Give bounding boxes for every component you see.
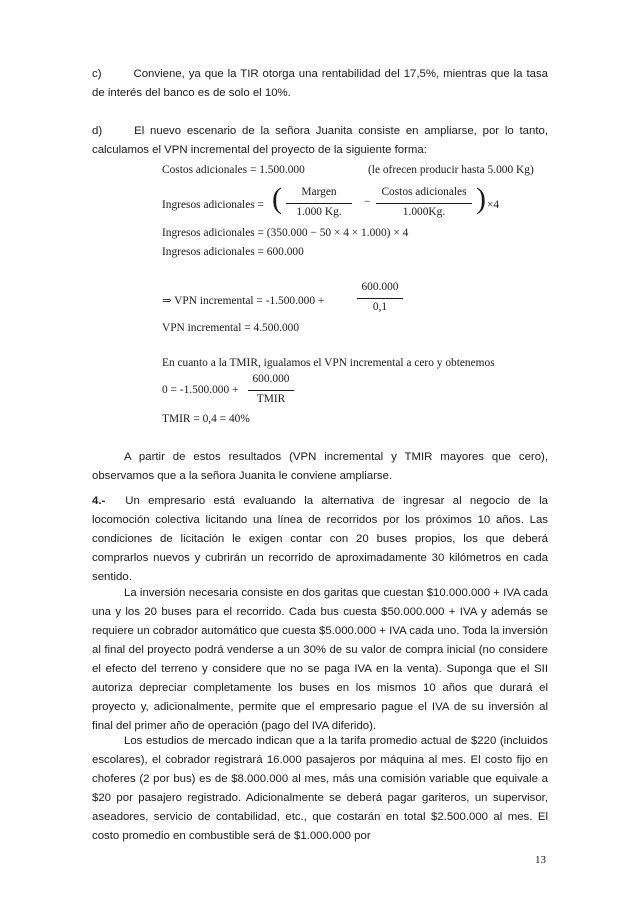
eq-tmir-den: TMIR [256,393,286,405]
eq-ingresos-line3: Ingresos adicionales = (350.000 − 50 × 4 × 1.000) × 4 [162,227,409,239]
paragraph-inversion [92,584,548,736]
eq-costos-note: (le ofrecen producir hasta 5.000 Kg) [368,164,534,176]
paragraph-problem-4 [92,492,548,587]
paragraph-c [92,65,548,103]
eq-tmir-num: 600.000 [252,373,290,385]
eq-times-four: ×4 [487,199,500,211]
problem-4-text: Un empresario está evaluando la alternativa de ingresar al negocio de la locomoción colectiva licitando una línea de recorridos por los próximos 10 años. Las condiciones de licitación le exigen contar con 20 buses propios, los que deberá comprarlos nuevos y cubrirán un recorrido de aproximadamente 30 kilómetros en cada sentido. [92,495,548,583]
eq-vpn-num: 600.000 [361,281,399,293]
paragraph-estudios-text: Los estudios de mercado indican que a la tarifa promedio actual de $220 (incluidos escolares), el cobrador registrará 16.000 pasajeros por máquina al mes. El costo fijo en choferes (2 por bus) es de $8.000.000 al mes, más una comisión variable que equivale a $20 por pasajero registrado. Adicionalmente se deberá pagar gariteros, un supervisor, aseadores, servicio de contabilidad, etc., que costarán en total $2.500.000 al mes. El costo promedio en combustible será de $1.000.000 por [92,735,548,842]
eq-tmir-lhs: 0 = -1.500.000 + [162,384,239,396]
eq-vpn-result: VPN incremental = 4.500.000 [162,322,300,334]
paragraph-d-label: d) [92,125,103,137]
paragraph-conclusion-text: A partir de estos resultados (VPN incremental y TMIR mayores que cero), observamos que a la señora Juanita le conviene ampliarse. [92,451,548,482]
eq-open-paren: ( [272,182,282,215]
eq-vpn-den: 0,1 [372,301,388,313]
eq-close-paren: ) [476,182,486,215]
eq-frac2-den: 1.000Kg. [402,206,446,218]
eq-minus: − [364,196,371,208]
problem-4-label: 4.- [92,495,106,507]
eq-frac2-line [376,203,472,204]
eq-vpn-lhs: ⇒ VPN incremental = -1.500.000 + [162,295,325,307]
paragraph-estudios [92,732,548,846]
eq-tmir-result: TMIR = 0,4 = 40% [162,413,250,425]
eq-vpn-line [357,298,403,299]
paragraph-d [92,122,548,160]
eq-frac1-num: Margen [301,186,337,198]
paragraph-d-text: El nuevo escenario de la señora Juanita consiste en ampliarse, por lo tanto, calculamos el VPN incremental del proyecto de la siguiente forma: [92,125,548,156]
page-number: 13 [535,854,546,866]
eq-frac1-line [286,203,352,204]
paragraph-c-text: Conviene, ya que la TIR otorga una rentabilidad del 17,5%, mientras que la tasa de interés del banco es de solo el 10%. [92,68,548,99]
eq-ingresos-lhs: Ingresos adicionales = [162,199,264,211]
paragraph-c-label: c) [92,68,102,80]
eq-frac2-num: Costos adicionales [381,186,467,198]
eq-tmir-intro: En cuanto a la TMIR, igualamos el VPN incremental a cero y obtenemos [162,357,495,369]
paragraph-inversion-text: La inversión necesaria consiste en dos garitas que cuestan $10.000.000 + IVA cada una y los 20 buses para el recorrido. Cada bus cuesta $50.000.000 + IVA y además se requiere un cobrador automático que cuesta $5.000.000 + IVA cada uno. Toda la inversión al final del proyecto podrá venderse a un 30% de su valor de compra inicial (no considere el efecto del terreno y considere que no se paga IVA en la venta). Suponga que el SII autoriza depreciar completamente los buses en los mismos 10 años que durará el proyecto y, adicionalmente, permite que el empresario pague el IVA de su inversión al final del primer año de operación (pago del IVA diferido). [92,587,548,732]
paragraph-conclusion [92,448,548,486]
eq-tmir-line [248,390,294,391]
eq-frac1-den: 1.000 Kg. [296,206,342,218]
eq-ingresos-line4: Ingresos adicionales = 600.000 [162,246,304,258]
eq-costos-adicionales: Costos adicionales = 1.500.000 [162,164,305,176]
